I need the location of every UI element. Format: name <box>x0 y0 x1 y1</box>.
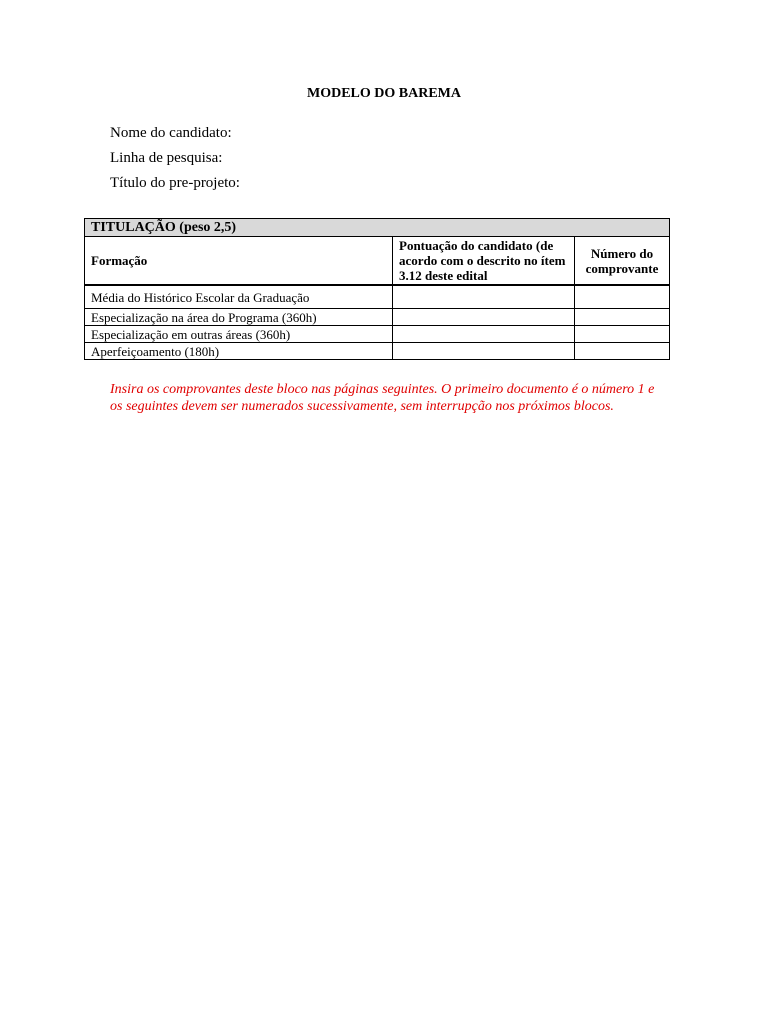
document-title: MODELO DO BAREMA <box>307 86 461 101</box>
table-row <box>85 326 670 343</box>
table-row <box>85 309 670 326</box>
cell-pontuacao[interactable] <box>393 343 575 360</box>
field-research-line: Linha de pesquisa: <box>110 150 223 166</box>
cell-formacao: Especialização em outras áreas (360h) <box>85 326 393 343</box>
header-numero: Número do comprovante <box>575 237 670 286</box>
table-row <box>85 285 670 309</box>
barema-table <box>84 218 670 360</box>
instruction-note: Insira os comprovantes deste bloco nas páginas seguintes. O primeiro documento é o número 1 e os seguintes devem ser numerados sucessivamente, sem interrupção nos próximos blocos. <box>110 382 655 414</box>
cell-numero[interactable] <box>575 285 670 309</box>
cell-numero[interactable] <box>575 326 670 343</box>
section-title: TITULAÇÃO (peso 2,5) <box>85 219 670 237</box>
cell-numero[interactable] <box>575 343 670 360</box>
cell-numero[interactable] <box>575 309 670 326</box>
field-project-title: Título do pre-projeto: <box>110 175 240 191</box>
cell-formacao: Especialização na área do Programa (360h) <box>85 309 393 326</box>
header-formacao: Formação <box>85 237 393 286</box>
cell-pontuacao[interactable] <box>393 326 575 343</box>
cell-formacao: Média do Histórico Escolar da Graduação <box>85 285 393 309</box>
cell-formacao: Aperfeiçoamento (180h) <box>85 343 393 360</box>
table-row <box>85 343 670 360</box>
header-pontuacao: Pontuação do candidato (de acordo com o descrito no ítem 3.12 deste edital <box>393 237 575 286</box>
cell-pontuacao[interactable] <box>393 309 575 326</box>
cell-pontuacao[interactable] <box>393 285 575 309</box>
table-column-headers <box>85 237 670 286</box>
field-candidate-name: Nome do candidato: <box>110 125 232 141</box>
table-section-header <box>85 219 670 237</box>
